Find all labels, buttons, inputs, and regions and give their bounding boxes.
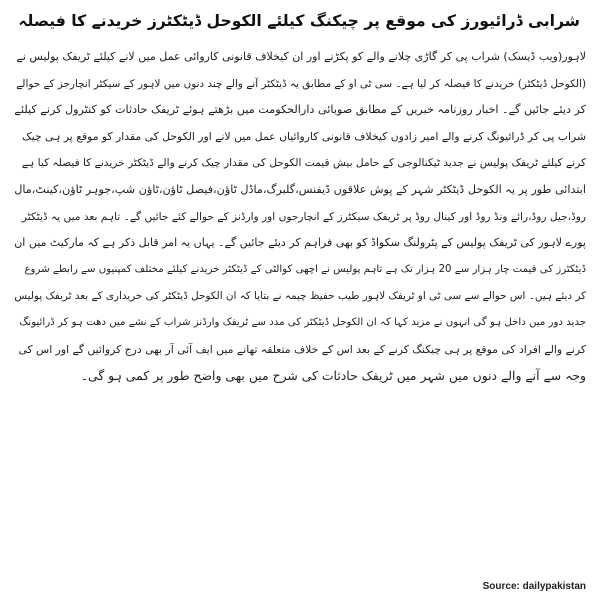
article-body — [14, 44, 586, 390]
article-line: روڈ،جیل روڈ،رائے ونڈ روڈ اور کینال روڈ پر ٹریفک سیکٹرز کے انچارجوں اور وارڈنز کے حوالے کئے جائیں گے۔ تاہم بعد میں یہ ڈیٹکٹر — [21, 210, 586, 223]
article-line: ڈیٹکٹرز کی قیمت چار ہزار سے 20 ہزار تک ہے تاہم پولیس نے اچھی کوالٹی کے ڈیٹکٹر خریدنے کیلئے مختلف کمپنیوں سے رابطے شروع — [24, 263, 586, 275]
article-line: جدید دور میں داخل ہو گی انہوں نے مزید کہا کہ ان الکوحل ڈیٹکٹر کی مدد سے ٹریفک وارڈنز شراب کے نشے میں دھت ہو کر ڈرائیونگ — [19, 316, 586, 328]
source-credit: Source: dailypakistan — [482, 581, 586, 592]
article-line: ابتدائی طور پر یہ الکوحل ڈیٹکٹر شہر کے پوش علاقوں ڈیفنس،گلبرگ،ماڈل ٹاؤن،فیصل ٹاؤن،ٹاؤن شپ،جوہر ٹاؤن،کینٹ،مال — [14, 182, 586, 196]
article-line: لاہور(ویب ڈیسک) شراب پی کر گاڑی چلانے والے کو پکڑنے اور ان کیخلاف قانونی کاروائی عمل میں لانے کیلئے ٹریفک پولیس نے — [16, 50, 586, 63]
article-line: شراب پی کر ڈرائیونگ کرنے والے امیر زادوں کیخلاف قانونی کاروائیاں عمل میں لانے اور الکوحل کی مقدار کو موقع پر ہی چیک — [22, 129, 586, 143]
article-line: کرنے والے افراد کی موقع پر ہی چیکنگ کرنے کے بعد اس کے خلاف متعلقہ تھانے میں ایف آئی آر بھی درج کروائیں گے اور اس کی — [18, 342, 586, 356]
article-line: وجہ سے آنے والے دنوں میں شہر میں ٹریفک حادثات کی شرح میں بھی واضح طور پر کمی ہو گی۔ — [80, 368, 586, 384]
article-line: (الکوحل ڈیٹکٹر) خریدنے کا فیصلہ کر لیا ہے۔ سی ٹی او کے مطابق یہ ڈیٹکٹر آنے والے چند دنوں میں لاہور کے سیکٹر انچارجز کے حوالے — [16, 77, 586, 90]
article-headline: شرابی ڈرائیورز کی موقع پر چیکنگ کیلئے الکوحل ڈیٹکٹرز خریدنے کا فیصلہ — [18, 12, 580, 30]
article-line: کر دیئے ہیں۔ اس حوالے سے سی ٹی او ٹریفک لاہور طیب حفیظ چیمہ نے بتایا کہ ان الکوحل ڈیٹکٹر کی خریداری کے بعد ٹریفک پولیس — [14, 290, 586, 303]
article-line: کر دیئے جائیں گے۔ اخبار روزنامہ خبریں کے مطابق صوبائی دارالحکومت میں بڑھتے ہوئے ٹریفک حادثات کو کنٹرول کرنے کیلئے — [14, 103, 586, 117]
article-line: پورے لاہور کی ٹریفک پولیس کے پٹرولنگ سکواڈ کو بھی فراہم کر دیئے جائیں گے۔ یہاں یہ امر قابل ذکر ہے کہ مارکیٹ میں ان — [14, 236, 586, 250]
article-line: کرنے کیلئے ٹریفک پولیس نے جدید ٹیکنالوجی کے حامل بیش قیمت الکوحل کی مقدار چیک کرنے والے ڈیٹکٹر خریدنے کا فیصلہ کیا ہے — [21, 157, 586, 170]
